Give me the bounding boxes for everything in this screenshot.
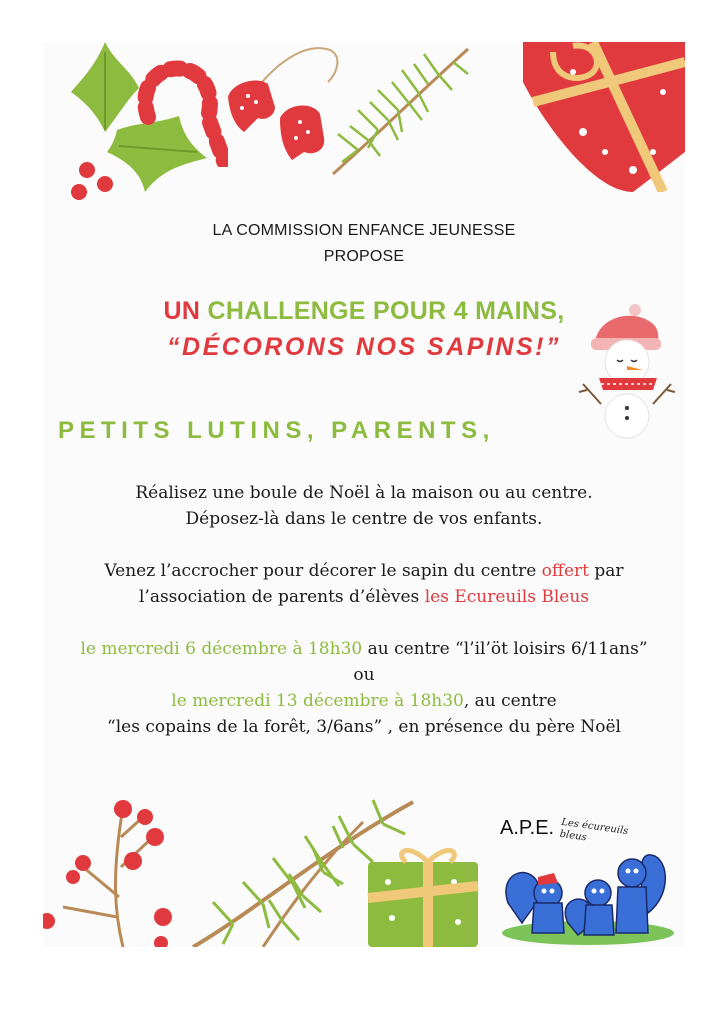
or-text: ou	[353, 665, 375, 685]
challenge-word-un: UN	[163, 297, 201, 325]
commission-title: LA COMMISSION ENFANCE JEUNESSE	[212, 222, 516, 239]
challenge-subtitle: “DÉCORONS NOS SAPINS!”	[167, 333, 561, 361]
ape-logo-title: A.P.E.	[500, 817, 555, 839]
ape-name-text: les Ecureuils Bleus	[424, 587, 590, 607]
squirrels-logo-icon	[498, 843, 678, 947]
propose-text: PROPOSE	[323, 248, 405, 265]
berries-icon	[43, 797, 193, 947]
place-line: “les copains de la forêt, 3/6ans” , en présence du père Noël	[107, 717, 621, 737]
greeting-heading: PETITS LUTINS, PARENTS,	[58, 417, 495, 444]
date-text: le mercredi 6 décembre à 18h30	[80, 639, 363, 659]
paragraph-line: Réalisez une boule de Noël à la maison ou au centre.	[135, 483, 593, 503]
candy-cane-icon	[128, 57, 228, 167]
paragraph-text: l’association de parents d’élèves	[138, 587, 425, 607]
paragraph-line	[43, 584, 685, 610]
ape-logo	[498, 817, 678, 947]
place-text: , au centre	[463, 691, 557, 711]
gift-icon	[358, 842, 483, 947]
paragraph-line	[43, 558, 685, 584]
paragraph-text: par	[589, 561, 624, 581]
date-line	[43, 636, 685, 662]
date-line	[43, 688, 685, 714]
snowman-icon	[573, 304, 683, 439]
gift-icon	[513, 42, 685, 192]
place-text: au centre “l’il’öt loisirs 6/11ans”	[362, 639, 648, 659]
paragraph-line: Déposez-là dans le centre de vos enfants.	[185, 509, 543, 529]
challenge-rest: CHALLENGE POUR 4 MAINS,	[207, 297, 565, 325]
date-text: le mercredi 13 décembre à 18h30	[171, 691, 464, 711]
ape-logo-script: Les écureuils bleus	[558, 816, 629, 844]
pine-branch-icon	[328, 44, 478, 184]
poster	[43, 42, 685, 947]
offert-text: offert	[541, 561, 589, 581]
paragraph-text: Venez l’accrocher pour décorer le sapin du centre	[104, 561, 542, 581]
